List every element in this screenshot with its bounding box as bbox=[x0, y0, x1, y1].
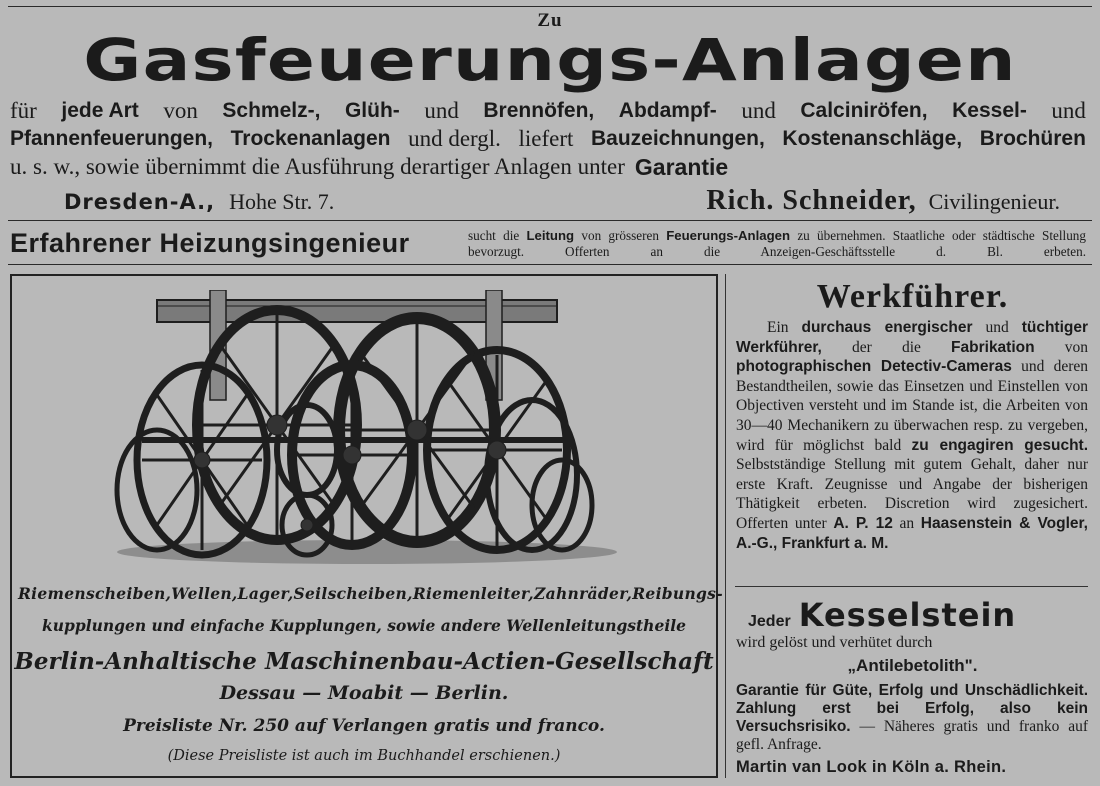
text-word: und dergl. bbox=[408, 126, 501, 151]
kesselstein-title: Kesselstein bbox=[798, 596, 1017, 634]
kesselstein-sub: wird gelöst und verhütet durch bbox=[736, 634, 933, 651]
text-run: Selbstständige Stellung mit gutem Gehalt, daher nur erste Kraft. Zeugnisse und Angabe der bisherigen Thätigkeit erbeten. Discretion wird zugesichert. Offerten unter bbox=[736, 456, 1088, 532]
product-word: Reibungs- bbox=[632, 584, 723, 603]
text-run: A. P. 12 bbox=[833, 514, 893, 532]
product-word: Riemenscheiben, bbox=[18, 584, 172, 603]
column-divider bbox=[725, 274, 726, 778]
text-run: u. s. w., sowie übernimmt die Ausführung derartiger Anlagen unter bbox=[10, 154, 625, 179]
street: Hohe Str. 7. bbox=[229, 189, 335, 214]
text-run: an bbox=[892, 514, 921, 532]
text-run: von bbox=[1034, 338, 1088, 356]
text-word: Trockenanlagen bbox=[230, 127, 391, 150]
kesselstein-body bbox=[736, 682, 1088, 754]
product-word: Wellen, bbox=[171, 584, 238, 603]
divider-rule bbox=[8, 264, 1092, 265]
text-word: Brennöfen, bbox=[483, 99, 595, 122]
text-run: Haasenstein & Vogler, A.-G., Frankfurt a. M. bbox=[736, 514, 1088, 552]
text-word: Glüh- bbox=[344, 99, 400, 122]
heating-ad-text bbox=[468, 228, 1086, 260]
guarantee-word: Garantie bbox=[634, 154, 729, 180]
kesselstein-product: „Antilebetolith". bbox=[847, 656, 978, 675]
werkfuehrer-body bbox=[736, 318, 1088, 553]
heating-ad-title: Erfahrener Heizungsingenieur bbox=[10, 228, 410, 258]
signature-name: Rich. Schneider, bbox=[706, 185, 917, 216]
text-word: und bbox=[741, 98, 776, 123]
text-run: zu übernehmen. Staatliche oder städtische Stellung bevorzugt. Offerten an die Anzeigen-Geschäftsstelle d. Bl. erbeten. bbox=[468, 228, 1086, 259]
machine-ad-products-line-1 bbox=[12, 584, 723, 603]
gas-ad-zu: Zu bbox=[537, 10, 563, 31]
text-run: Leitung bbox=[526, 228, 575, 243]
text-word: für bbox=[10, 98, 37, 123]
text-run: durchaus energischer bbox=[801, 319, 973, 336]
text-run: von grösseren bbox=[574, 228, 667, 243]
machine-ad-company: Berlin-Anhaltische Maschinenbau-Actien-Gesellschaft bbox=[14, 648, 714, 675]
product-word: Riemenleiter, bbox=[412, 584, 534, 603]
city: Dresden-A., bbox=[64, 190, 216, 214]
text-word: Bauzeichnungen, bbox=[590, 127, 765, 150]
text-run: Feuerungs-Anlagen bbox=[666, 228, 791, 243]
kesselstein-address: Martin van Look in Köln a. Rhein. bbox=[736, 758, 1007, 776]
gas-ad-line-2 bbox=[10, 125, 1086, 153]
kesselstein-jeder: Jeder bbox=[748, 613, 791, 630]
text-word: liefert bbox=[518, 126, 574, 151]
text-run: der die bbox=[821, 338, 952, 356]
text-word: Abdampf- bbox=[618, 99, 717, 122]
top-rule bbox=[8, 6, 1092, 7]
text-run: und deren Bestandtheilen, sowie das Einsetzen und Einstellen von Objectiven versteht und im Stande ist, die Arbeiten von 30—40 Mechanikern zu überwachen resp. zu vergeben, wird für möglichst bald bbox=[736, 358, 1088, 454]
text-word: Schmelz-, bbox=[222, 99, 321, 122]
pulley-wheels-illustration bbox=[102, 290, 632, 570]
text-word: und bbox=[424, 98, 459, 123]
text-word: Brochüren bbox=[979, 127, 1086, 150]
werkfuehrer-title: Werkführer. bbox=[816, 278, 1009, 315]
text-word: Pfannenfeuerungen, bbox=[10, 127, 214, 150]
gas-ad-line-3 bbox=[10, 153, 1086, 181]
machine-ad-cities: Dessau — Moabit — Berlin. bbox=[219, 682, 509, 704]
kesselstein-heading bbox=[748, 596, 1016, 634]
text-run: Ein bbox=[767, 319, 802, 336]
product-word: Seilscheiben, bbox=[293, 584, 413, 603]
gas-ad-line-1 bbox=[10, 97, 1086, 125]
gas-ad-headline: Gasfeuerungs-Anlagen bbox=[83, 26, 1017, 94]
gas-ad-address-row bbox=[64, 185, 1060, 217]
machine-ad bbox=[10, 274, 723, 778]
text-run: photographischen Detectiv-Cameras bbox=[736, 358, 1012, 376]
text-run: Fabrikation bbox=[951, 338, 1035, 356]
text-word: von bbox=[163, 98, 198, 123]
machine-ad-products-line-2: kupplungen und einfache Kupplungen, sowie andere Wellenleitungstheile bbox=[42, 616, 686, 635]
machine-ad-note: (Diese Preisliste ist auch im Buchhandel erschienen.) bbox=[167, 748, 561, 764]
product-word: Zahnräder, bbox=[533, 584, 633, 603]
text-run: — Näheres gratis und franko auf gefl. Anfrage. bbox=[736, 718, 1088, 753]
machine-ad-pricelist: Preisliste Nr. 250 auf Verlangen gratis und franco. bbox=[123, 716, 605, 736]
text-run: tüchtiger Werkführer, bbox=[736, 319, 1088, 356]
text-word: und bbox=[1051, 98, 1086, 123]
divider-rule bbox=[735, 586, 1088, 587]
text-word: jede Art bbox=[61, 99, 139, 122]
text-word: Kostenanschläge, bbox=[782, 127, 963, 150]
product-word: Lager, bbox=[237, 584, 294, 603]
text-word: Calciniröfen, bbox=[800, 99, 928, 122]
text-run: zu engagiren gesucht. bbox=[911, 436, 1089, 454]
text-word: Kessel- bbox=[952, 99, 1027, 122]
divider-rule bbox=[8, 220, 1092, 221]
signature-title: Civilingenieur. bbox=[928, 189, 1060, 214]
text-run: Garantie für Güte, Erfolg und Unschädlichkeit. Zahlung erst bei Erfolg, also kein Versuchsrisiko. bbox=[736, 682, 1088, 735]
text-run: und bbox=[972, 319, 1022, 336]
text-run: sucht die bbox=[468, 228, 527, 243]
